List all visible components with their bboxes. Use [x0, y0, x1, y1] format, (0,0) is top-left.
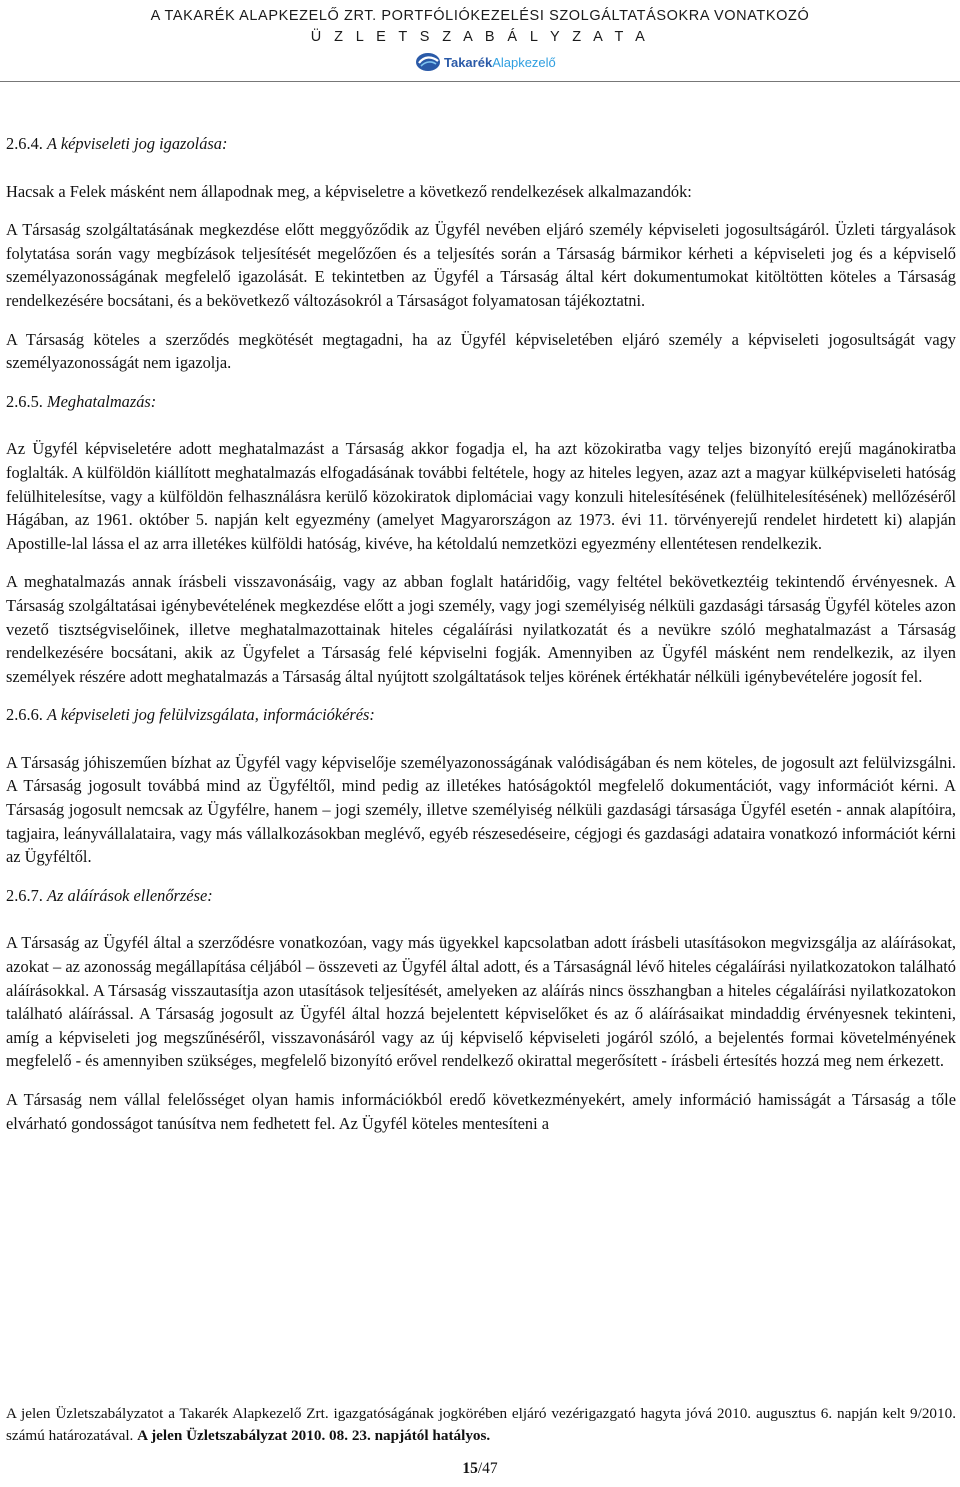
header-divider: [0, 81, 960, 82]
section-title: A képviseleti jog igazolása:: [47, 134, 228, 153]
section-heading: [6, 390, 956, 414]
paragraph: Hacsak a Felek másként nem állapodnak meg, a képviseletre a következő rendelkezések alkalmazandók:: [6, 181, 692, 201]
section-number: 2.6.5.: [6, 391, 43, 411]
logo-text-takarek: Takarék: [444, 54, 493, 70]
section-title: Meghatalmazás:: [47, 391, 157, 411]
section-number: 2.6.4.: [6, 134, 43, 153]
section-heading: [6, 884, 956, 908]
header-title: A TAKARÉK ALAPKEZELŐ ZRT. PORTFÓLIÓKEZELÉSI SZOLGÁLTATÁSOKRA VONATKOZÓ: [150, 8, 810, 24]
paragraph: A Társaság az Ügyfél által a szerződésre vonatkozóan, vagy más ügyekkel kapcsolatban adott írásbeli utasításokon megvizsgálja az aláírásokat, azokat – az azonosság megállapítása céljából – összeveti az Ügyfél által adott, és a Társaságnál lévő hiteles cégaláírási nyilatkozatokon található aláírásokkal. A Társaság visszautasítja azon utasítások teljesítését, amelyeken az aláírás nincs összhangban a hiteles cégaláírási nyilatkozatokon található aláírással. A Társaság jogosult az Ügyfél által hozzá bejelentett képviselőket és az ő aláírásaikat mindaddig érvényesnek tekinteni, amíg a képviseleti jog megszűnéséről, visszavonásáról vagy az új képviselő képviseleti jogáról szóló, a bejelentés formai követelményének megfelelő - és amennyiben szükséges, megfelelő bizonyító erővel rendelkező okirattal megerősített - írásbeli értesítés hozzá meg nem érkezett.: [6, 933, 956, 1071]
paragraph: A Társaság szolgáltatásának megkezdése előtt meggyőződik az Ügyfél nevében eljáró személy képviseleti jogosultságáról. Üzleti tárgyalások folytatása során vagy megbízások teljesítését megelőzően és a teljesítés során a Társaság bármikor kérheti a képviseleti jog és a képviselő személyazonosságának megfelelő igazolását. E tekintetben az Ügyfél a Társaság által kért dokumentumokat kitöltötten köteles a Társaság rendelkezésére bocsátani, és a bekövetkező változásokról a Társaságot folyamatosan tájékoztatni.: [6, 220, 956, 310]
section-title: Az aláírások ellenőrzése:: [47, 885, 213, 905]
section-2-6-5: [6, 390, 956, 689]
section-heading: [6, 703, 956, 727]
page-number: [0, 1460, 960, 1478]
footer-approval-text: A jelen Üzletszabályzatot a Takarék Alapkezelő Zrt. igazgatóságának jogkörében eljáró vezérigazgató hagyta jóvá 2010. augusztus 6. napján kelt 9/2010. számú határozatával.: [6, 1405, 956, 1444]
header-subtitle: Ü Z L E T S Z A B Á L Y Z A T A: [310, 29, 650, 45]
logo-text: [444, 55, 556, 70]
company-logo: [415, 50, 556, 74]
document-header: [0, 6, 960, 48]
document-body: [6, 132, 956, 1150]
paragraph: A Társaság köteles a szerződés megkötését megtagadni, ha az Ügyfél képviseletében eljáró személy a képviseleti jogosultságát vagy személyazonosságát nem igazolja.: [6, 329, 956, 373]
section-2-6-6: [6, 703, 956, 869]
page-total: /47: [477, 1460, 498, 1477]
page-current: 15: [462, 1460, 478, 1477]
section-number: 2.6.7.: [6, 885, 43, 905]
section-heading: [6, 132, 956, 156]
logo-text-alapkezelo: Alapkezelő: [492, 54, 556, 70]
section-title: A képviseleti jog felülvizsgálata, információkérés:: [47, 705, 375, 725]
paragraph: A Társaság jóhiszeműen bízhat az Ügyfél vagy képviselője személyazonosságának valódiságában és nem köteles, de jogosult azt felülvizsgálni. A Társaság jogosult továbbá mind az Ügyféltől, mind pedig az illetékes hatóságoktól megfelelő dokumentációt, vagy információt kérni. A Társaság jogosult nemcsak az Ügyfélre, hanem – jogi személy, illetve személyiség nélküli gazdasági társasága Ügyfél esetén - annak alapítóira, tagjaira, leányvállalataira, vagy más vállalkozásokban meglévő, egyéb részesedéseire, cégjogi és gazdasági adataira vonatkozó információt kérni az Ügyféltől.: [6, 752, 956, 867]
section-number: 2.6.6.: [6, 705, 43, 725]
paragraph: A meghatalmazás annak írásbeli visszavonásáig, vagy az abban foglalt határidőig, vagy feltétel bekövetkeztéig tekintendő érvényesnek. A Társaság szolgáltatásai igénybevételének megkezdése előtt a jogi személy, vagy jogi személyiség nélküli gazdasági társaság Ügyfél köteles azon vezető tisztségviselőinek, illetve meghatalmazottainak hiteles cégaláírási nyilatkozatát és a nevükre szóló meghatalmazást a Társaság rendelkezésére bocsátani, akik az Ügyfelet a Társaság felé képviselni fogják. Amennyiben az Ügyfél másként nem rendelkezik, az ilyen személyek részére adott meghatalmazás a Társaság által nyújtott szolgáltatások teljes körének értékhatár nélküli igénybevételére jogosít fel.: [6, 572, 956, 686]
takarek-logo-icon: [415, 52, 441, 72]
paragraph: Az Ügyfél képviseletére adott meghatalmazást a Társaság akkor fogadja el, ha azt közokiratba vagy teljes bizonyító erejű magánokiratba foglalták. A külföldön kiállított meghatalmazás elfogadásának további feltétele, hogy az hiteles legyen, azaz azt a magyar külképviseleti hatóság felülhitelesítse, vagy a külföldön felhasználásra kerülő közokiratok diplomáciai vagy konzuli hitelesítésének (felülhitelesítésének) mellőzéséről Hágában, az 1961. október 5. napján kelt egyezmény (amelyet Magyarországon az 1973. évi 11. törvényerejű rendelet hirdetett ki) alapján Apostille-lal lássa el az arra illetékes külföldi hatóság, kivéve, ha kétoldalú nemzetközi egyezmény ellentétesen rendelkezik.: [6, 439, 956, 553]
document-footer: [6, 1403, 956, 1447]
section-2-6-7: [6, 884, 956, 1135]
footer-effective-date: A jelen Üzletszabályzat 2010. 08. 23. napjától hatályos.: [137, 1427, 491, 1444]
paragraph: A Társaság nem vállal felelősséget olyan hamis információkból eredő következményekért, amely információ hamisságát a Társaság a tőle elvárható gondosságot tanúsítva nem fedhetett fel. Az Ügyfél köteles mentesíteni a: [6, 1090, 956, 1133]
section-2-6-4: [6, 132, 956, 375]
